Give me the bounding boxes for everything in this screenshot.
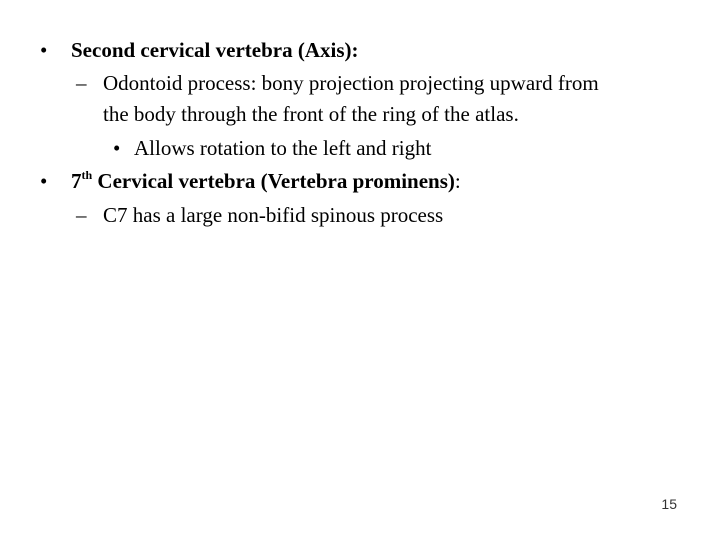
c7-spinous-text: C7 has a large non-bifid spinous process xyxy=(103,203,444,227)
heading-c7-text: Cervical vertebra (Vertebra prominens) xyxy=(92,169,455,193)
bullet-icon: • xyxy=(40,169,48,193)
heading-c7 xyxy=(71,168,461,193)
heading-axis: Second cervical vertebra (Axis): xyxy=(71,38,359,62)
heading-c7-superscript: th xyxy=(81,168,93,182)
dash-icon: – xyxy=(76,203,87,227)
dash-icon: – xyxy=(76,71,87,95)
bullet-icon: • xyxy=(113,136,121,160)
odontoid-text-line1: Odontoid process: bony projection projecting upward from xyxy=(103,71,599,95)
heading-c7-colon: : xyxy=(454,169,461,193)
rotation-text: Allows rotation to the left and right xyxy=(134,136,432,160)
odontoid-text-line2: the body through the front of the ring of the atlas. xyxy=(103,102,519,126)
page-number: 15 xyxy=(661,496,677,512)
heading-c7-number: 7 xyxy=(71,169,82,193)
bullet-icon: • xyxy=(40,38,48,62)
